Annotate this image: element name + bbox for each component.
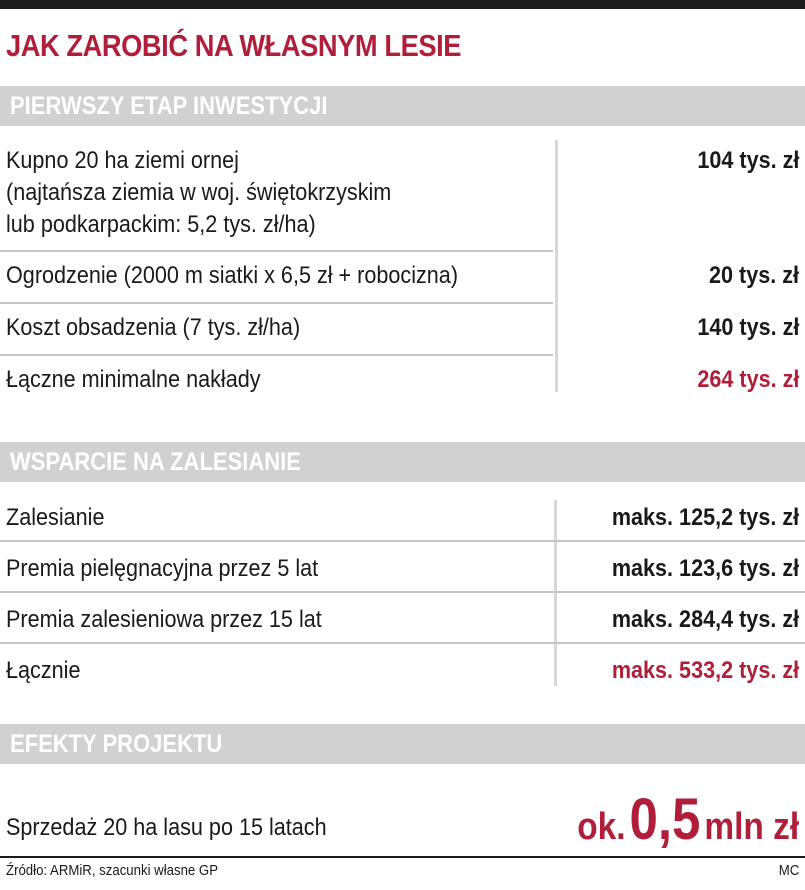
row-divider bbox=[0, 540, 805, 542]
row-label-fence: Ogrodzenie (2000 m siatki x 6,5 zł + robocizna) bbox=[6, 262, 459, 289]
row-value-planting: 140 tys. zł bbox=[696, 314, 799, 341]
infographic-title: JAK ZAROBIĆ NA WŁASNYM LESIE bbox=[6, 28, 461, 63]
section-heading: PIERWSZY ETAP INWESTYCJI bbox=[10, 92, 328, 120]
row-label-purchase-line-2: (najtańsza ziemia w woj. świętokrzyskim bbox=[6, 179, 392, 206]
column-divider bbox=[554, 500, 557, 686]
row-value-afforestation: maks. 125,2 tys. zł bbox=[611, 504, 799, 531]
row-divider bbox=[0, 250, 553, 252]
section-header-project-effects bbox=[0, 724, 805, 764]
bottom-rule bbox=[0, 856, 805, 858]
column-divider bbox=[555, 140, 558, 392]
row-value-total-costs: 264 tys. zł bbox=[696, 366, 799, 393]
row-divider bbox=[0, 642, 805, 644]
author-initials: MC bbox=[778, 862, 799, 879]
row-label-purchase-line-1: Kupno 20 ha ziemi ornej bbox=[6, 147, 239, 174]
source-note: Źródło: ARMiR, szacunki własne GP bbox=[6, 862, 219, 879]
result-prefix: ok. bbox=[577, 806, 626, 848]
section-heading: EFEKTY PROJEKTU bbox=[10, 730, 223, 758]
result-suffix: mln zł bbox=[704, 806, 799, 848]
row-label-purchase-line-3: lub podkarpackim: 5,2 tys. zł/ha) bbox=[6, 211, 316, 238]
section-header-afforestation-support bbox=[0, 442, 805, 482]
row-label-care-premium: Premia pielęgnacyjna przez 5 lat bbox=[6, 555, 319, 582]
result-value bbox=[577, 786, 799, 853]
section-heading: WSPARCIE NA ZALESIANIE bbox=[10, 448, 301, 476]
row-label-support-total: Łącznie bbox=[6, 657, 81, 684]
row-label-planting: Koszt obsadzenia (7 tys. zł/ha) bbox=[6, 314, 301, 341]
row-value-afforestation-premium: maks. 284,4 tys. zł bbox=[611, 606, 799, 633]
row-value-fence: 20 tys. zł bbox=[708, 262, 799, 289]
result-number: 0,5 bbox=[629, 787, 701, 852]
row-label-afforestation: Zalesianie bbox=[6, 504, 105, 531]
row-value-purchase: 104 tys. zł bbox=[696, 147, 799, 174]
row-label-total-costs: Łączne minimalne nakłady bbox=[6, 366, 261, 393]
row-label-afforestation-premium: Premia zalesieniowa przez 15 lat bbox=[6, 606, 322, 633]
row-divider bbox=[0, 591, 805, 593]
row-value-support-total: maks. 533,2 tys. zł bbox=[611, 657, 799, 684]
row-divider bbox=[0, 354, 553, 356]
result-label: Sprzedaż 20 ha lasu po 15 latach bbox=[6, 814, 327, 841]
top-rule bbox=[0, 0, 805, 9]
section-header-first-stage bbox=[0, 86, 805, 126]
row-value-care-premium: maks. 123,6 tys. zł bbox=[611, 555, 799, 582]
row-divider bbox=[0, 302, 553, 304]
